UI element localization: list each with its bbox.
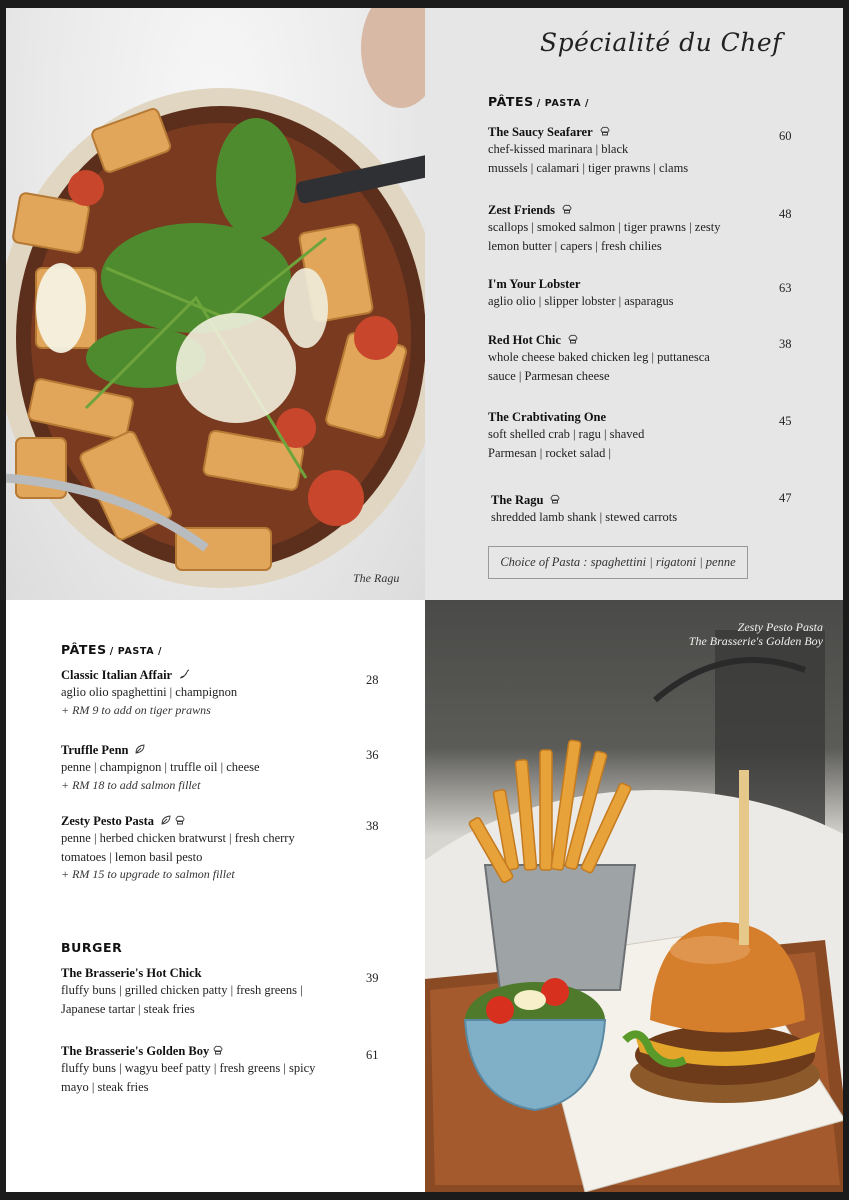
chef-hat-icon [599,125,611,137]
menu-item-name [61,743,361,758]
menu-item-desc-1: scallops | smoked salmon | tiger prawns | zesty [488,220,721,234]
menu-item-desc-1: fluffy buns | wagyu beef patty | fresh greens | spicy [61,1061,316,1075]
section-heading [61,642,162,657]
menu-item [491,493,791,527]
menu-item-name [61,814,361,829]
menu-item-name-text: Truffle Penn [61,743,129,757]
photo-caption-1: Zesty Pesto Pasta [737,620,823,634]
menu-item-price: 36 [366,748,379,762]
menu-item [488,277,788,311]
menu-item [488,410,788,462]
menu-item-name [488,333,788,348]
menu-item-desc-1: penne | champignon | truffle oil | cheese [61,760,260,774]
menu-item-desc-2: sauce | Parmesan cheese [488,368,610,383]
photo-caption: The Ragu [353,571,400,585]
menu-item-name [491,493,791,508]
menu-item-desc-1: soft shelled crab | ragu | shaved [488,427,645,441]
menu-item-price: 38 [366,819,379,833]
pasta-burger-panel [6,600,425,1192]
section-label: PÂTES [61,642,107,657]
burger-photo [425,600,843,1192]
pasta-choice-box: Choice of Pasta : spaghettini | rigatoni | penne [488,546,748,579]
menu-item-price: 63 [779,281,792,295]
menu-item-desc-1: shredded lamb shank | stewed carrots [491,510,678,524]
menu-item-name [61,1044,381,1059]
menu-item-name: The Brasserie's Hot Chick [61,966,202,980]
menu-item [488,333,788,385]
menu-item-desc-2: tomatoes | lemon basil pesto [61,849,203,864]
menu-item-note: + RM 9 to add on tiger prawns [61,702,211,717]
menu-item-name: The Crabtivating One [488,410,607,424]
menu-item-desc-1: aglio olio spaghettini | champignon [61,685,238,699]
menu-item-desc-2: mussels | calamari | tiger prawns | clams [488,160,689,175]
chef-specials-panel [425,8,843,600]
section-label: PÂTES [488,94,534,109]
menu-item-desc-1: aglio olio | slipper lobster | asparagus [488,294,674,308]
menu-item-name-text: Zesty Pesto Pasta [61,814,155,828]
menu-item-name-text: The Brasserie's Golden Boy [61,1044,210,1058]
chef-hat-icon [212,1044,224,1056]
photo-caption-2: The Brasserie's Golden Boy [688,634,823,648]
menu-item [61,743,361,793]
menu-item-price: 28 [366,673,379,687]
menu-item-desc-1: whole cheese baked chicken leg | puttanesca [488,350,710,364]
menu-item-name-text: The Ragu [491,493,544,507]
menu-item-desc-2: Parmesan | rocket salad | [488,445,612,460]
chef-hat-icon [567,333,579,345]
menu-item [61,1044,381,1096]
menu-item-name: I'm Your Lobster [488,277,581,291]
section-heading [488,94,589,109]
menu-item [61,814,361,882]
section-heading-burger: BURGER [61,940,123,955]
menu-item-note: + RM 18 to add salmon fillet [61,777,201,792]
menu-item-name [61,668,361,683]
menu-item-desc-2: lemon butter | capers | fresh chilies [488,238,662,253]
menu-item-name [488,203,788,218]
burger-fries-illustration [425,600,843,1192]
pasta-photo [6,8,425,600]
menu-item-name-text: Red Hot Chic [488,333,561,347]
menu-item-name [488,125,788,140]
menu-item-name-text: The Saucy Seafarer [488,125,593,139]
menu-item [488,203,788,255]
chili-icon [178,668,190,680]
menu-item-desc-1: fluffy buns | grilled chicken patty | fresh greens | [61,983,303,997]
menu-item-price: 47 [779,491,792,505]
section-sublabel: / PASTA / [109,646,163,657]
menu-item-desc-2: Japanese tartar | steak fries [61,1001,195,1016]
chef-hat-icon [561,203,573,215]
menu-item-price: 48 [779,207,792,221]
leaf-icon [160,814,172,826]
specials-title: Spécialité du Chef [540,28,782,57]
pasta-bowl-illustration [6,8,425,600]
menu-item-desc-1: penne | herbed chicken bratwurst | fresh cherry [61,831,295,845]
menu-item-name-text: Zest Friends [488,203,556,217]
section-sublabel: / PASTA / [536,98,590,109]
menu-item [488,125,788,177]
menu-item-price: 39 [366,971,379,985]
chef-hat-icon [174,814,186,826]
menu-item-desc-1: chef-kissed marinara | black [488,142,629,156]
menu-item-price: 61 [366,1048,379,1062]
menu-item-price: 60 [779,129,792,143]
leaf-icon [134,743,146,755]
menu-item-price: 45 [779,414,792,428]
menu-item-desc-2: mayo | steak fries [61,1079,149,1094]
menu-item-name-text: Classic Italian Affair [61,668,173,682]
menu-item-note: + RM 15 to upgrade to salmon fillet [61,867,235,881]
menu-item-price: 38 [779,337,792,351]
menu-item [61,668,361,718]
menu-item [61,966,381,1018]
chef-hat-icon [549,493,561,505]
